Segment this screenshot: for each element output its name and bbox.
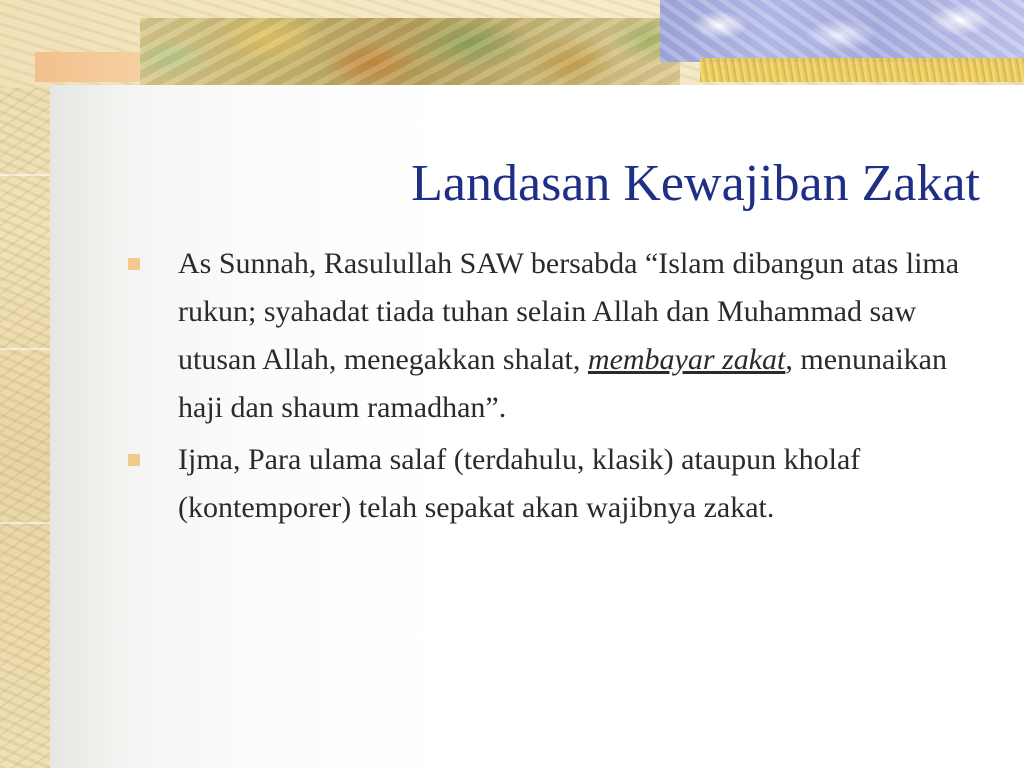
autumn-leaves-banner-image (140, 18, 680, 85)
square-bullet-icon (128, 258, 140, 270)
bullet-list (128, 240, 968, 536)
blue-floral-banner-image (660, 0, 1024, 62)
bullet-text-after: , menunaikan haji dan shaum ramadhan”. (178, 343, 947, 424)
bullet-text: Ijma, Para ulama salaf (terdahulu, klasik) ataupun kholaf (kontemporer) telah sepakat akan wajibnya zakat. (178, 443, 861, 524)
slide-title: Landasan Kewajiban Zakat (411, 155, 980, 212)
emphasis-membayar-zakat: membayar zakat (587, 343, 786, 376)
square-bullet-icon (128, 454, 140, 466)
bullet-text-before: As Sunnah, Rasulullah SAW bersabda “Islam dibangun atas lima rukun; syahadat tiada tuhan selain Allah dan Muhammad saw utusan Allah, menegakkan shalat, (178, 247, 960, 376)
bullet-item-sunnah (128, 240, 968, 432)
golden-grass-banner-image (700, 58, 1024, 82)
bullet-item-ijma (128, 436, 968, 532)
parchment-left-border (0, 0, 50, 768)
decorative-peach-strip (35, 52, 155, 82)
